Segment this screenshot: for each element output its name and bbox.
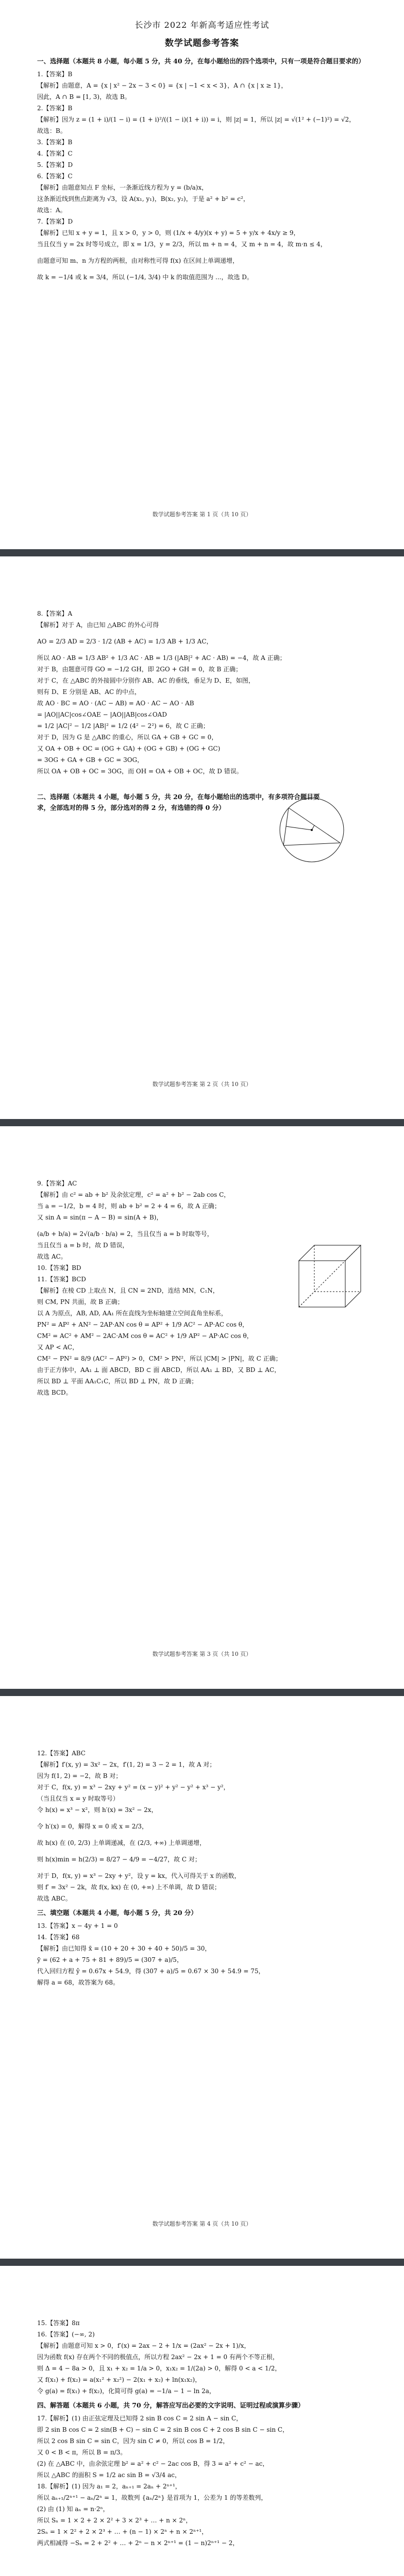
solution-line: 当 a = −1/2，b = 4 时，则 ab + b² = 2 + 4 = 6，故 A 正确； — [37, 1202, 221, 1210]
solution-line: （当且仅当 x = y 时取等号） — [37, 1795, 119, 1802]
solution-line: (2) 在 △ABC 中，由余弦定理 b² = a² + c² − 2ac cos B，得 3 = a² + c² − ac， — [37, 2460, 269, 2467]
solution-line: 故选 ABC。 — [37, 1895, 72, 1902]
answer-page-3 — [0, 1140, 404, 1675]
answer-line: 14.【答案】68 — [37, 1934, 80, 1941]
solution-line: 故选 AC。 — [37, 1253, 67, 1260]
solution-line: 【解析】由 c² = ab + b² 及余弦定理，c² = a² + b² − 2ab cos C， — [37, 1191, 230, 1198]
answer-line: 5.【答案】D — [37, 161, 73, 168]
solution-line: 故选 BCD。 — [37, 1389, 72, 1396]
solution-line: 所以 2 cos B sin C = sin C，因为 sin C ≠ 0，所以 cos B = 1/2， — [37, 2437, 229, 2445]
solution-line: 当且仅当 a = b 时，故 D 错误， — [37, 1242, 129, 1249]
solution-line: 故选：B。 — [37, 127, 66, 134]
solution-line: 代入回归方程 ŷ = 0.67x + 54.9，得 (307 + a)/5 = 0.67 × 30 + 54.9 = 75， — [37, 1968, 265, 1975]
solution-line: 18.【解析】(1) 因为 a₁ = 2，aₙ₊₁ = 2aₙ + 2ⁿ⁺¹， — [37, 2483, 181, 2490]
answer-line: 9.【答案】AC — [37, 1180, 77, 1187]
perpendicular-line — [286, 826, 312, 830]
cube-figure — [289, 1238, 366, 1315]
solution-line: = 1/2 |AC|² − 1/2 |AB|² = 1/2 (4² − 2²) = 6，故 C 正确； — [37, 722, 209, 730]
solution-line: 对于 D，f(x, y) = x³ − 2xy + y²，设 y = kx，代入可得关于 x 的函数， — [37, 1872, 241, 1879]
solution-line: 因为 f(1, 2) = −2，故 B 对； — [37, 1772, 122, 1780]
solution-line: 又 AP < AC， — [37, 1344, 79, 1351]
answer-page-5 — [0, 2279, 404, 2576]
cube-top-face — [299, 1245, 361, 1261]
answer-line: 10.【答案】BD — [37, 1264, 81, 1272]
answer-line: 7.【答案】D — [37, 218, 73, 225]
answer-line: 4.【答案】C — [37, 150, 73, 157]
answer-page-4 — [0, 1709, 404, 2245]
section-heading-choice: 一、选择题（本题共 8 小题，每小题 5 分，共 40 分，在每小题给出的四个选项中，只有一项是符合题目要求的） — [37, 57, 365, 65]
answer-line: 3.【答案】B — [37, 139, 73, 146]
solution-line: 【解析】对于 A，由已知 △ABC 的外心可得 — [37, 621, 159, 629]
section-heading-solve: 四、解答题（本题共 6 小题，共 70 分，解答应写出必要的文字说明、证明过程或演算步骤） — [37, 2401, 305, 2409]
answer-line: 16.【答案】(−∞, 2) — [37, 2331, 95, 2338]
solution-line: 【解析】由题意知点 F 坐标，一条渐近线方程为 y = (b/a)x， — [37, 184, 208, 191]
solution-line: = 3OG + GA + GB + GC = 3OG， — [37, 756, 144, 764]
cube-edge — [345, 1292, 361, 1307]
solution-line: 所以 AO · AB = 1/3 AB² + 1/3 AC · AB = 1/3 (|AB|² + AC · AB) = −4，故 A 正确； — [37, 654, 286, 662]
answer-line: 13.【答案】x − 4y + 1 = 0 — [37, 1922, 118, 1929]
solution-line: 当且仅当 y = 2x 时等号成立，即 x = 1/3，y = 2/3，所以 m + n = 4，又 m + n = 4，故 m·n ≤ 4， — [37, 241, 327, 248]
diagonal-line — [299, 1245, 361, 1307]
solution-line: 因此，A ∩ B = [1, 3)，故选 B。 — [37, 93, 131, 100]
solution-line: 对于 C，在 △ABC 的外接圆中分别作 AB、AC 的垂线，垂足为 D、E，如图， — [37, 677, 255, 684]
solution-line: 对于 C，f(x, y) = x³ − 2xy + y² = (x − y)² + y² − y² + x³ − y²， — [37, 1784, 230, 1791]
solution-line: 这条渐近线到焦点距离为 √3，设 A(x₁, y₁)，B(x₂, y₂)，于是 a² + b² = c²， — [37, 195, 249, 202]
solution-line: 【解析】由题意，A = {x | x² − 2x − 3 < 0} = {x | −1 < x < 3}，A ∩ {x | x ≥ 1}， — [37, 82, 288, 89]
answer-line: 6.【答案】C — [37, 173, 73, 180]
solution-line: 故 k = −1/4 或 k = 3/4，所以 (−1/4, 3/4) 中 k 的取值范围为 ...，故选 D。 — [37, 274, 253, 281]
solution-line: 又 f(x₁) + f(x₂) = a(x₁² + x₂²) − 2(x₁ + x₂) + ln(x₁x₂)， — [37, 2376, 201, 2383]
solution-line: 则有 D、E 分别是 AB、AC 的中点， — [37, 688, 141, 696]
answer-line: 2.【答案】B — [37, 105, 73, 112]
page-footer: 数学试题参考答案 第 4 页（共 10 页） — [152, 2221, 252, 2227]
page-separator — [0, 1106, 404, 1140]
solution-line: PN² = AP² + AN² − 2AP·AN cos θ = AP² + 1/9 AC² − AP·AC cos θ， — [37, 1321, 249, 1328]
page-separator — [0, 1675, 404, 1709]
solution-line: 则 Δ = 4 − 8a > 0，且 x₁ + x₂ = 1/a > 0，x₁x₂ = 1/(2a) > 0，解得 0 < a < 1/2， — [37, 2365, 281, 2372]
page-footer: 数学试题参考答案 第 2 页（共 10 页） — [152, 1081, 252, 1088]
solution-line: 故选：A。 — [37, 207, 66, 214]
page-separator — [0, 2245, 404, 2279]
solution-line: 故 AO · BC = AO · (AC − AB) = AO · AC − AO · AB — [37, 700, 194, 707]
solution-line: 则 CM, PN 共面，故 B 正确； — [37, 1298, 124, 1306]
section-heading-multi: 二、选择题（本题共 4 小题，每小题 5 分，共 20 分，在每小题给出的选项中，有多项符合题目要求，全部选对的得 5 分，部分选对的得 2 分，有选错的得 0 分） — [37, 793, 320, 811]
solution-line: 所以 aₙ₊₁/2ⁿ⁺¹ − aₙ/2ⁿ = 1，故数列 {aₙ/2ⁿ} 是首项为 1，公差为 1 的等差数列， — [37, 2494, 267, 2501]
solution-line: 2Sₙ = 1 × 2² + 2 × 2³ + … + (n − 1) × 2ⁿ + n × 2ⁿ⁺¹， — [37, 2528, 208, 2535]
solution-line: 对于 B，由题意可得 GO = −1/2 GH，即 2GO + GH = 0，故 B 正确； — [37, 666, 242, 673]
page-separator — [0, 536, 404, 570]
exam-title: 长沙市 2022 年新高考适应性考试 — [134, 20, 270, 30]
answer-line: 1.【答案】B — [37, 71, 73, 78]
answer-line: 11.【答案】BCD — [37, 1276, 86, 1283]
solution-line: (a/b + b/a) = 2√(a/b · b/a) = 2，当且仅当 a = b 时取等号， — [37, 1230, 213, 1238]
answer-key-title: 数学试题参考答案 — [165, 38, 239, 48]
answer-line: 15.【答案】8π — [37, 2319, 80, 2327]
triangle-edge — [283, 843, 340, 845]
solution-line: 两式相减得 −Sₙ = 2 + 2² + … + 2ⁿ − n × 2ⁿ⁺¹ = (1 − n)2ⁿ⁺¹ − 2， — [37, 2539, 239, 2547]
solution-line: 所以 Sₙ = 1 × 2 + 2 × 2² + 3 × 2³ + … + n × 2ⁿ， — [37, 2517, 192, 2524]
solution-line: = |AO||AC|cos∠OAE − |AO||AB|cos∠OAD — [37, 711, 167, 718]
circumcircle-figure — [268, 791, 356, 869]
solution-line: 所以 BD ⊥ 平面 AA₁C₁C，所以 BD ⊥ PN，故 D 正确； — [37, 1378, 198, 1385]
center-point — [311, 829, 313, 831]
solution-line: 【解析】由题意可知 x > 0，f′(x) = 2ax − 2 + 1/x = (2ax² − 2x + 1)/x， — [37, 2342, 250, 2349]
answer-page-1 — [0, 0, 404, 536]
solution-line: ȳ = (62 + a + 75 + 81 + 89)/5 = (307 + a)/5， — [37, 1956, 183, 1963]
answer-page-2 — [0, 570, 404, 1106]
solution-line: 【解析】因为 z = (1 + i)/(1 − i) = (1 + i)²/((1 − i)(1 + i)) = i，则 |z| = 1，所以 |z| = √(1² + (−1)²) = √2， — [37, 116, 356, 123]
solution-line: CM² − PN² = 8/9 (AC² − AP²) > 0，CM² > PN²，所以 |CM| > |PN|，故 C 正确； — [37, 1355, 282, 1362]
solution-line: (2) 由 (1) 知 aₙ = n·2ⁿ， — [37, 2505, 109, 2513]
solution-line: 又 sin A = sin(π − A − B) = sin(A + B)， — [37, 1214, 163, 1221]
solution-line: 则 f′ = 3x² − 2k，故 f(x, kx) 在 (0, +∞) 上不单调，故 D 错误； — [37, 1884, 221, 1891]
solution-line: CM² = AC² + AM² − 2AC·AM cos θ = AC² + 1/9 AP² − AP·AC cos θ， — [37, 1332, 253, 1340]
solution-line: 又 0 < B < π，所以 B = π/3。 — [37, 2449, 127, 2456]
solution-line: 由于正方体中，AA₁ ⊥ 面 ABCD，BD ⊂ 面 ABCD，所以 AA₁ ⊥ BD，又 BD ⊥ AC， — [37, 1366, 281, 1374]
solution-line: 以 A 为原点，AB, AD, AA₁ 所在直线为坐标轴建立空间直角坐标系， — [37, 1310, 227, 1317]
solution-line: 又 OA + OB + OC = (OG + GA) + (OG + GB) + (OG + GC) — [37, 745, 221, 752]
solution-line: 由题意可知 m、n 为方程的两根，由对称性可得 f(x) 在区间上单调递增， — [37, 257, 239, 264]
solution-line: 【解析】在棱 CD 上取点 N，且 CN = 2ND，连结 MN，C₁N， — [37, 1287, 219, 1294]
solution-line: AO = 2/3 AD = 2/3 · 1/2 (AB + AC) = 1/3 AB + 1/3 AC， — [37, 638, 213, 645]
solution-line: 则 h(x)min = h(2/3) = 8/27 − 4/9 = −4/27，故 C 对； — [37, 1856, 201, 1863]
solution-line: 故 h(x) 在 (0, 2/3) 上单调递减，在 (2/3, +∞) 上单调递增， — [37, 1839, 206, 1846]
solution-line: 【解析】f′(x, y) = 3x² − 2x，f′(1, 2) = 3 − 2 = 1，故 A 对； — [37, 1761, 216, 1768]
answer-line: 12.【答案】ABC — [37, 1750, 86, 1757]
solution-line: 令 h′(x) = 0，解得 x = 0 或 x = 2/3， — [37, 1823, 148, 1830]
solution-line: 因为函数 f(x) 存在两个不同的极值点，所以方程 2ax² − 2x + 1 = 0 有两个不等正根， — [37, 2353, 279, 2361]
solution-line: 解得 a = 68，故答案为 68。 — [37, 1979, 120, 1986]
solution-line: 17.【解析】(1) 由正弦定理及已知得 2 sin B cos C = 2 sin A − sin C， — [37, 2415, 243, 2422]
solution-line: 【解析】由已知得 x̄ = (10 + 20 + 30 + 40 + 50)/5 = 30， — [37, 1945, 211, 1952]
solution-line: 即 2 sin B cos C = 2 sin(B + C) − sin C = 2 sin B cos C + 2 cos B sin C − sin C， — [37, 2426, 289, 2433]
solution-line: 所以 OA + OB + OC = 3OG，而 OH = OA + OB + OC，故 D 错误。 — [37, 768, 243, 775]
solution-line: 所以 △ABC 的面积 S = 1/2 ac sin B = √3/4 ac， — [37, 2471, 181, 2479]
solution-line: 令 h(x) = x³ − x²，则 h′(x) = 3x² − 2x， — [37, 1806, 158, 1814]
solution-line: 【解析】已知 x + y = 1，且 x > 0，y > 0，则 (1/x + 4/y)(x + y) = 5 + y/x + 4x/y ≥ 9， — [37, 229, 300, 236]
section-heading-fill: 三、填空题（本题共 4 小题，每小题 5 分，共 20 分） — [37, 1909, 197, 1917]
solution-line: 令 g(a) = f(x₁) + f(x₂)，化简可得 g(a) = −1/a − 1 − ln 2a， — [37, 2387, 215, 2395]
page-footer: 数学试题参考答案 第 1 页（共 10 页） — [152, 511, 252, 518]
solution-line: 对于 D，因为 G 是 △ABC 的重心，所以 GA + GB + GC = 0， — [37, 734, 218, 741]
answer-line: 8.【答案】A — [37, 610, 73, 617]
page-footer: 数学试题参考答案 第 3 页（共 10 页） — [152, 1651, 252, 1657]
